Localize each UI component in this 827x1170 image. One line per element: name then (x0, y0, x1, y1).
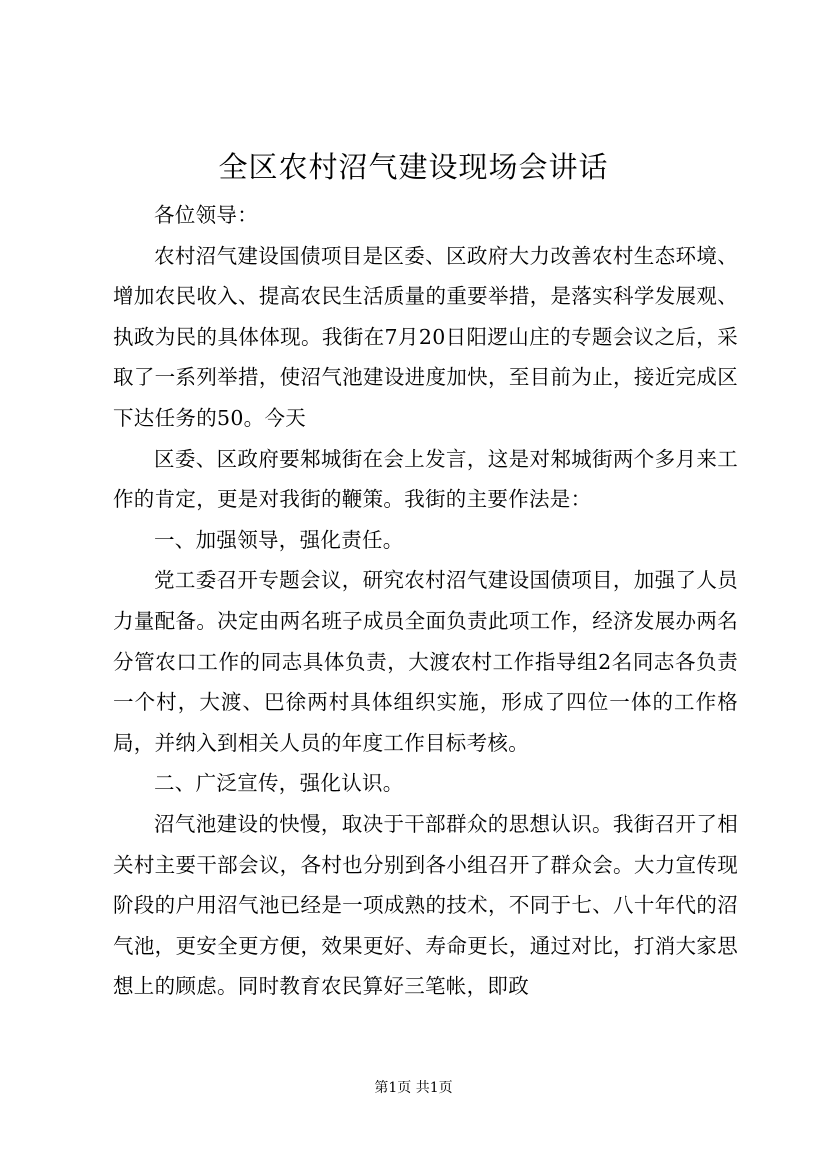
paragraph-context: 区委、区政府要邾城街在会上发言，这是对邾城街两个多月来工作的肯定，更是对我街的鞭策。我街的主要作法是： (113, 446, 738, 512)
salutation: 各位领导： (154, 203, 258, 227)
document-body (113, 195, 738, 1007)
paragraph-intro: 农村沼气建设国债项目是区委、区政府大力改善农村生态环境、增加农民收入、提高农民生活质量的重要举措，是落实科学发展观、执政为民的具体体现。我街在7月20日阳逻山庄的专题会议之后，采取了一系列举措，使沼气池建设进度加快，至目前为止，接近完成区下达任务的50。今天 (113, 243, 738, 430)
paragraph-publicity: 沼气池建设的快慢，取决于干部群众的思想认识。我街召开了相关村主要干部会议，各村也分别到各小组召开了群众会。大力宣传现阶段的户用沼气池已经是一项成熟的技术，不同于七、八十年代的沼气池，更安全更方便，效果更好、寿命更长，通过对比，打消大家思想上的顾虑。同时教育农民算好三笔帐，即政 (113, 811, 738, 999)
page-number-footer: 第1页 共1页 (374, 1080, 453, 1096)
paragraph-leadership: 党工委召开专题会议，研究农村沼气建设国债项目，加强了人员力量配备。决定由两名班子成员全面负责此项工作，经济发展办两名分管农口工作的同志具体负责，大渡农村工作指导组2名同志各负责一个村，大渡、巴徐两村具体组织实施，形成了四位一体的工作格局，并纳入到相关人员的年度工作目标考核。 (113, 568, 738, 755)
section-heading-leadership: 一、加强领导，强化责任。 (154, 527, 404, 552)
document-title: 全区农村沼气建设现场会讲话 (218, 150, 609, 184)
section-heading-publicity: 二、广泛宣传，强化认识。 (154, 771, 404, 796)
